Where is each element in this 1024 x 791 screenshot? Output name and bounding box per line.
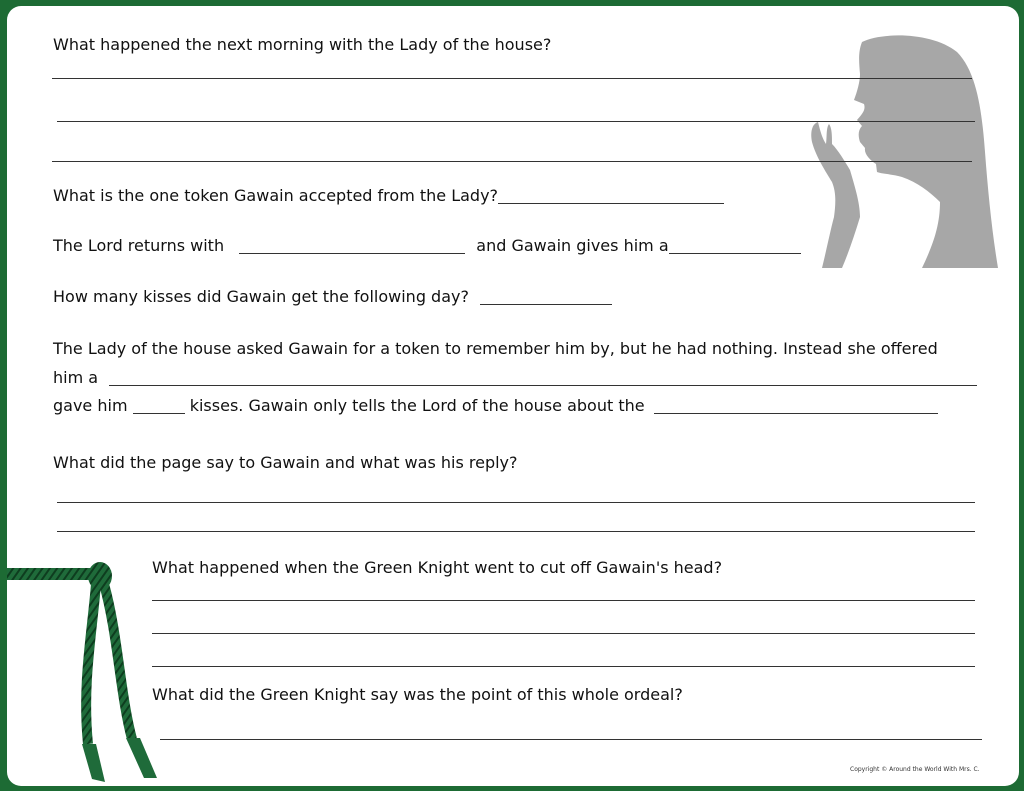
kisses-count-blank[interactable] [480,288,612,305]
question-7: What happened when the Green Knight went to cut off Gawain's head? [152,558,723,577]
answer-line-7a[interactable] [152,600,975,601]
answer-line-6b[interactable] [57,531,975,532]
kisses-number-blank[interactable] [133,397,185,414]
answer-line-7c[interactable] [152,666,975,667]
rope-left-strand [86,584,96,744]
answer-line-7b[interactable] [152,633,975,634]
silhouette-shape [811,35,998,268]
answer-line-1b[interactable] [57,121,975,122]
question-5-line-1: The Lady of the house asked Gawain for a token to remember him by, but he had nothing. Instead she offered [53,339,938,358]
offered-item-blank[interactable] [109,369,977,386]
answer-line-1a[interactable] [52,78,972,79]
answer-line-6a[interactable] [57,502,975,503]
lord-told-blank[interactable] [654,397,938,414]
green-rope-image [7,554,165,784]
rope-right-strand [104,584,132,739]
question-3 [53,236,801,256]
question-4-text: How many kisses did Gawain get the following day? [53,287,469,306]
question-5-line-2 [53,368,977,388]
question-3-text-b: and Gawain gives him a [476,236,669,255]
lord-returns-blank[interactable] [239,237,465,254]
question-2 [53,186,724,206]
question-2-text: What is the one token Gawain accepted from the Lady? [53,186,499,205]
rope-right-tassel [126,738,157,778]
gawain-gives-blank[interactable] [669,237,801,254]
answer-line-8a[interactable] [160,739,982,740]
answer-line-1c[interactable] [52,161,972,162]
question-8: What did the Green Knight say was the point of this whole ordeal? [152,685,683,704]
question-5-text-gave-him: gave him [53,396,128,415]
token-blank[interactable] [498,187,724,204]
question-1: What happened the next morning with the Lady of the house? [53,35,552,54]
worksheet-page [7,6,1019,786]
question-5-line-3 [53,396,938,416]
lady-silhouette-image [802,32,1002,268]
question-6: What did the page say to Gawain and what was his reply? [53,453,518,472]
copyright-notice: Copyright © Around the World With Mrs. C. [850,766,980,773]
question-4 [53,287,612,307]
rope-left-tassel [82,744,105,782]
question-5-text-kisses: kisses. Gawain only tells the Lord of the house about the [189,396,645,415]
question-3-text-a: The Lord returns with [53,236,225,255]
question-5-text-him-a: him a [53,368,99,387]
